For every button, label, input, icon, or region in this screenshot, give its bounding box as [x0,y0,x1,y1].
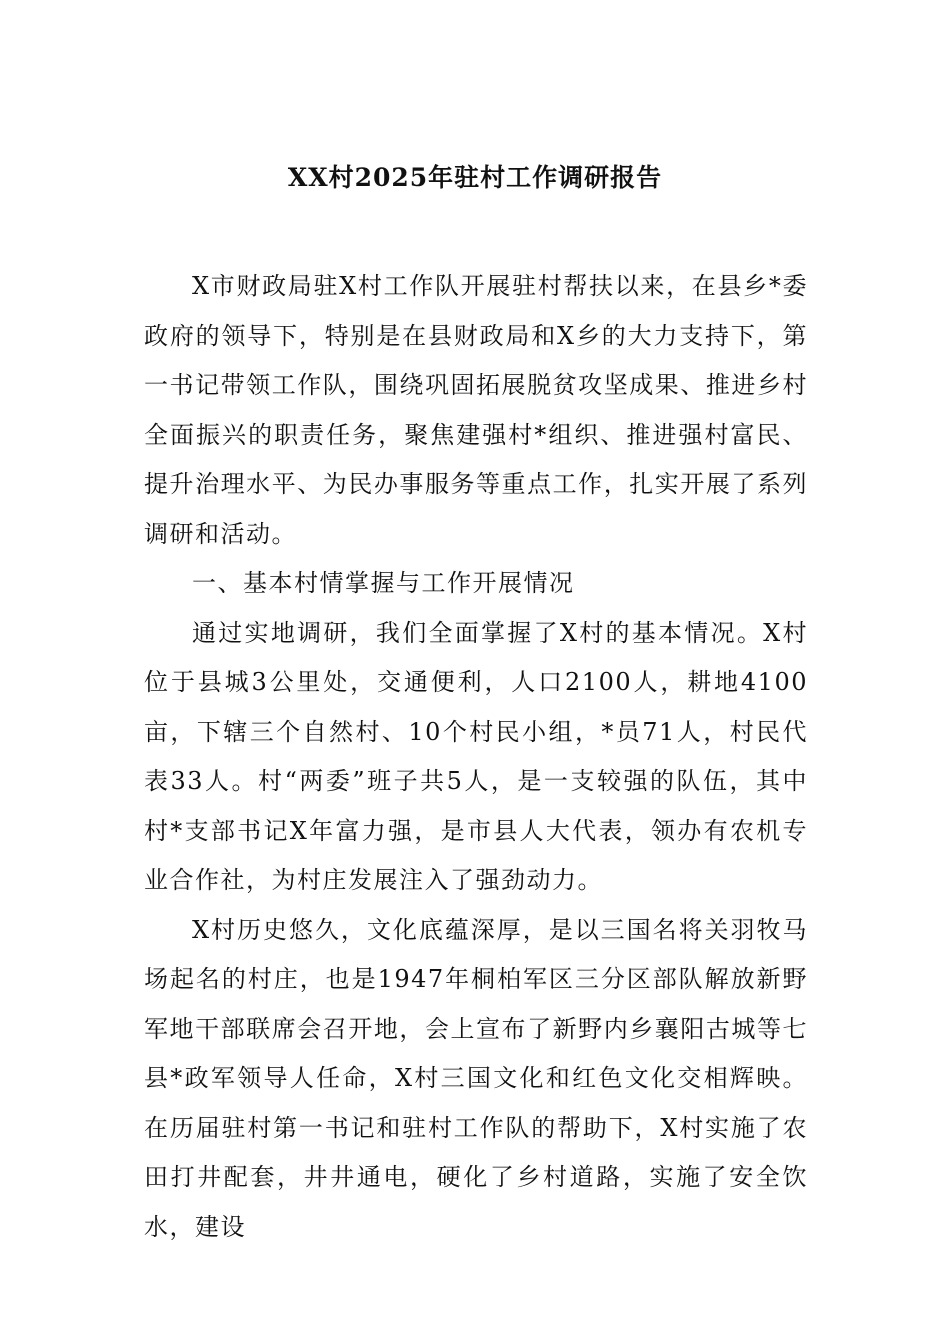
intro-paragraph: X市财政局驻X村工作队开展驻村帮扶以来，在县乡*委政府的领导下，特别是在县财政局和X乡的大力支持下，第一书记带领工作队，围绕巩固拓展脱贫攻坚成果、推进乡村全面振兴的职责任务，聚焦建强村*组织、推进强村富民、提升治理水平、为民办事服务等重点工作，扎实开展了系列调研和活动。 [144,272,808,548]
document-body [144,262,808,1252]
village-basics-paragraph: 通过实地调研，我们全面掌握了X村的基本情况。X村位于县城3公里处，交通便利，人口2100人，耕地4100亩，下辖三个自然村、10个村民小组，*员71人，村民代表33人。村“两委”班子共5人，是一支较强的队伍，其中村*支部书记X年富力强，是市县人大代表，领办有农机专业合作社，为村庄发展注入了强劲动力。 [144,618,808,894]
village-history-paragraph: X村历史悠久，文化底蕴深厚，是以三国名将关羽牧马场起名的村庄，也是1947年桐柏军区三分区部队解放新野军地干部联席会召开地，会上宣布了新野内乡襄阳古城等七县*政军领导人任命，X村三国文化和红色文化交相辉映。在历届驻村第一书记和驻村工作队的帮助下，X村实施了农田打井配套，井井通电，硬化了乡村道路，实施了安全饮水，建设 [144,915,808,1241]
document-title: XX村2025年驻村工作调研报告 [287,163,663,192]
section-heading-1: 一、基本村情掌握与工作开展情况 [192,569,575,597]
